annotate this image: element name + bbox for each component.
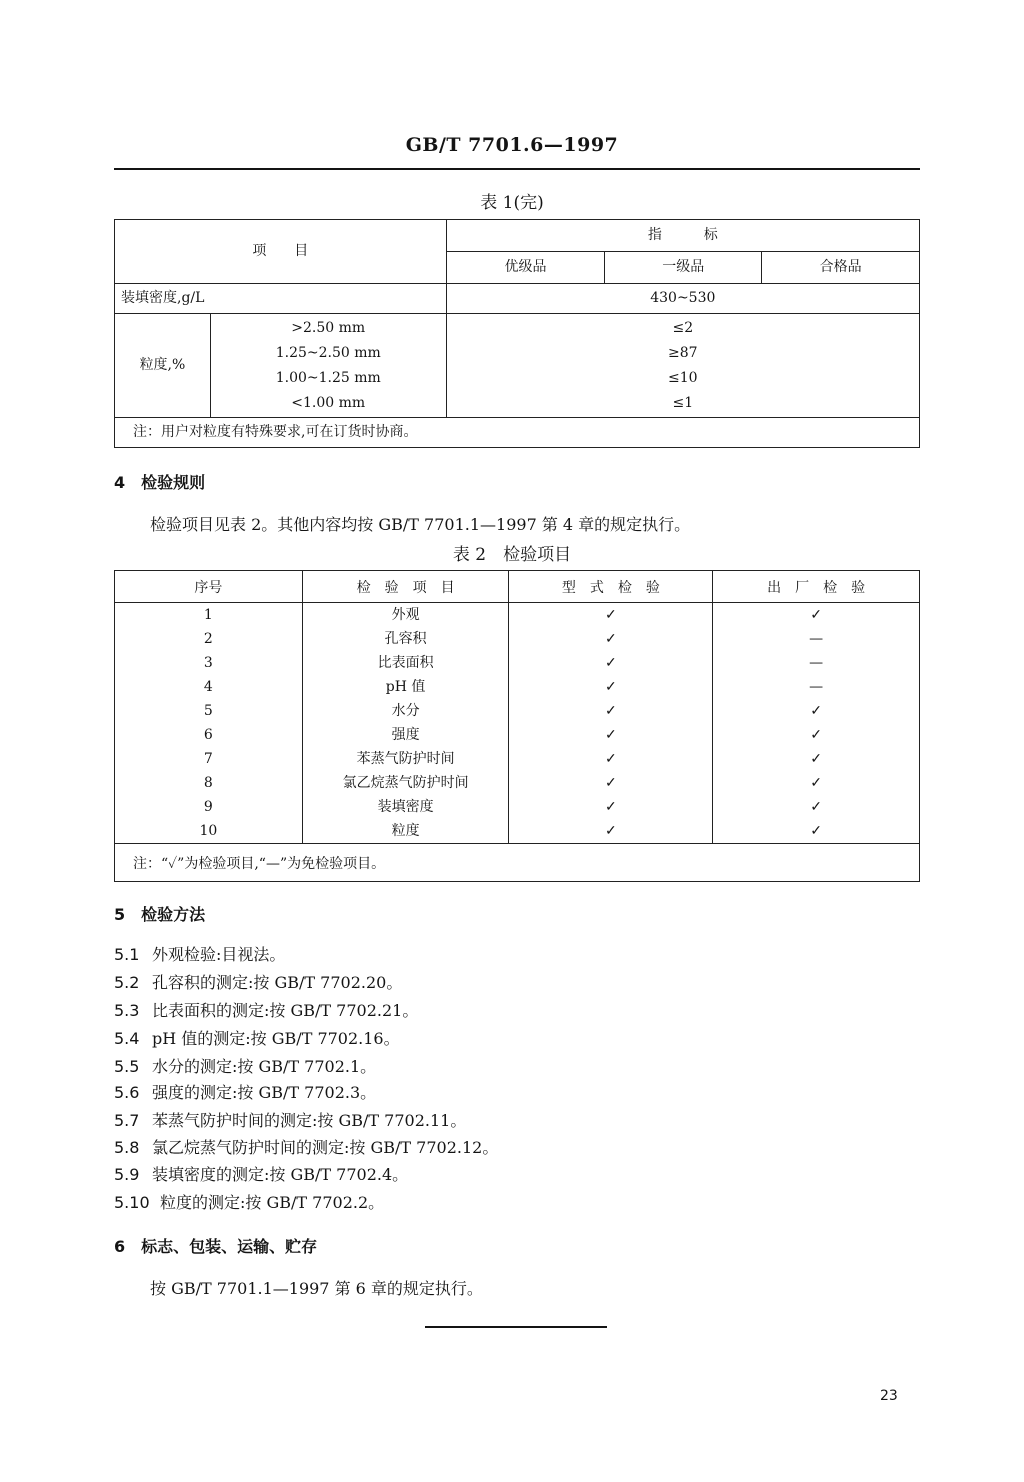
method-num: 5.2 [114,973,140,992]
factory-mark: ✓ [810,727,822,743]
table-row-no: 10 [199,823,218,839]
method-num: 5.4 [114,1029,140,1048]
table2-note: 注：“✓”为检验项目,“—”为免检验项目。 [115,844,920,882]
method-num: 5.5 [114,1057,140,1076]
table-row-item: 强度 [391,727,420,743]
factory-mark: — [809,655,824,671]
check-mark: ✓ [604,751,617,767]
method-item [114,1054,376,1077]
factory-mark: ✓ [810,751,822,767]
factory-mark: ✓ [810,823,822,839]
t2-header-no: 序号 [115,571,303,603]
particle-value: ≤1 [672,394,694,411]
method-item [114,942,285,965]
t2-col-no [115,603,303,844]
table-row-no: 7 [203,751,213,767]
t2-header-item: 检 验 项 目 [302,571,509,603]
check-mark: ✓ [604,607,617,623]
check-mark: ✓ [604,703,617,719]
header-rule [114,168,920,170]
section4-heading: 4 检验规则 [114,473,206,492]
particle-range: >2.50 mm [291,319,366,336]
section4-text: 检验项目见表 2。其他内容均按 GB/T 7701.1—1997 第 4 章的规定执行。 [150,515,691,534]
method-item [114,1026,400,1049]
particle-values [446,314,919,418]
standard-header: GB/T 7701.6—1997 [405,134,619,156]
table-row-item: 苯蒸气防护时间 [356,751,455,767]
method-num: 5.9 [114,1165,140,1184]
factory-mark: — [809,679,824,695]
check-mark: ✓ [604,823,617,839]
table-row-item: 外观 [391,607,420,623]
density-value: 430~530 [446,284,919,314]
method-text: 比表面积的测定:按 GB/T 7702.21。 [152,1001,419,1020]
particle-range: <1.00 mm [291,394,366,411]
t2-header-factory: 出 厂 检 验 [713,571,920,603]
method-num: 5.1 [114,945,140,964]
check-mark: ✓ [604,631,617,647]
particle-value: ≥87 [668,344,698,361]
method-item [114,1108,466,1131]
check-mark: ✓ [604,775,617,791]
method-num: 5.7 [114,1111,140,1130]
method-text: 水分的测定:按 GB/T 7702.1。 [152,1057,377,1076]
factory-mark: — [809,631,824,647]
method-item [114,1080,376,1103]
t2-header-type: 型 式 检 验 [509,571,713,603]
grade-qualified: 合格品 [762,252,920,284]
table1-caption: 表 1(完) [480,193,544,213]
table-row-item: 孔容积 [384,631,427,647]
method-text: 苯蒸气防护时间的测定:按 GB/T 7702.11。 [152,1111,467,1130]
grade-premium: 优级品 [446,252,605,284]
method-num: 5.3 [114,1001,140,1020]
particle-value: ≤2 [672,319,694,336]
page-number: 23 [880,1388,898,1404]
method-text: pH 值的测定:按 GB/T 7702.16。 [152,1029,400,1048]
table-row-no: 2 [203,631,213,647]
factory-mark: ✓ [810,799,822,815]
particle-ranges [210,314,446,418]
table-row-no: 1 [203,607,213,623]
table-row-item: 氯乙烷蒸气防护时间 [342,775,469,791]
particle-range: 1.00~1.25 mm [275,369,381,386]
table-row-no: 3 [203,655,213,671]
table1-item-header: 项 目 [115,220,447,284]
table-row-item: 装填密度 [377,799,434,815]
method-num: 5.8 [114,1138,140,1157]
table-row-item: 水分 [391,703,420,719]
table-row-no: 9 [203,799,213,815]
table2 [114,570,920,882]
section5-heading: 5 检验方法 [114,905,206,924]
factory-mark: ✓ [810,607,822,623]
table1 [114,219,920,448]
method-text: 装填密度的测定:按 GB/T 7702.4。 [152,1165,409,1184]
method-text: 粒度的测定:按 GB/T 7702.2。 [160,1193,385,1212]
method-num: 5.6 [114,1083,140,1102]
method-text: 强度的测定:按 GB/T 7702.3。 [152,1083,377,1102]
density-label: 装填密度,g/L [115,284,447,314]
method-item [114,998,418,1021]
table-row-item: pH 值 [385,679,426,695]
table1-index-header: 指 标 [446,220,919,252]
particle-range: 1.25~2.50 mm [275,344,381,361]
particle-value: ≤10 [668,369,698,386]
method-item [114,1135,498,1158]
table-row-no: 5 [203,703,213,719]
check-mark: ✓ [604,655,617,671]
method-item [114,970,402,993]
method-text: 孔容积的测定:按 GB/T 7702.20。 [152,973,403,992]
check-mark: ✓ [604,727,617,743]
method-text: 氯乙烷蒸气防护时间的测定:按 GB/T 7702.12。 [152,1138,499,1157]
table-row-no: 4 [203,679,213,695]
t2-col-item [302,603,509,844]
t2-col-type [509,603,713,844]
method-text: 外观检验:目视法。 [152,945,286,964]
table-row-no: 8 [203,775,213,791]
table-row-item: 粒度 [391,823,420,839]
method-num: 5.10 [114,1193,150,1212]
factory-mark: ✓ [810,703,822,719]
grade-first: 一级品 [605,252,762,284]
table-row-item: 比表面积 [377,655,434,671]
particle-label: 粒度,% [115,314,211,418]
method-item [114,1162,408,1185]
table2-caption: 表 2 检验项目 [452,545,572,565]
section6-text: 按 GB/T 7701.1—1997 第 6 章的规定执行。 [150,1279,483,1298]
check-mark: ✓ [604,679,617,695]
check-mark: ✓ [604,799,617,815]
t2-col-factory [713,603,920,844]
end-rule [425,1326,607,1328]
factory-mark: ✓ [810,775,822,791]
table-row-no: 6 [203,727,213,743]
section6-heading: 6 标志、包装、运输、贮存 [114,1237,318,1256]
method-item [114,1190,384,1213]
table1-note: 注：用户对粒度有特殊要求,可在订货时协商。 [115,418,920,448]
